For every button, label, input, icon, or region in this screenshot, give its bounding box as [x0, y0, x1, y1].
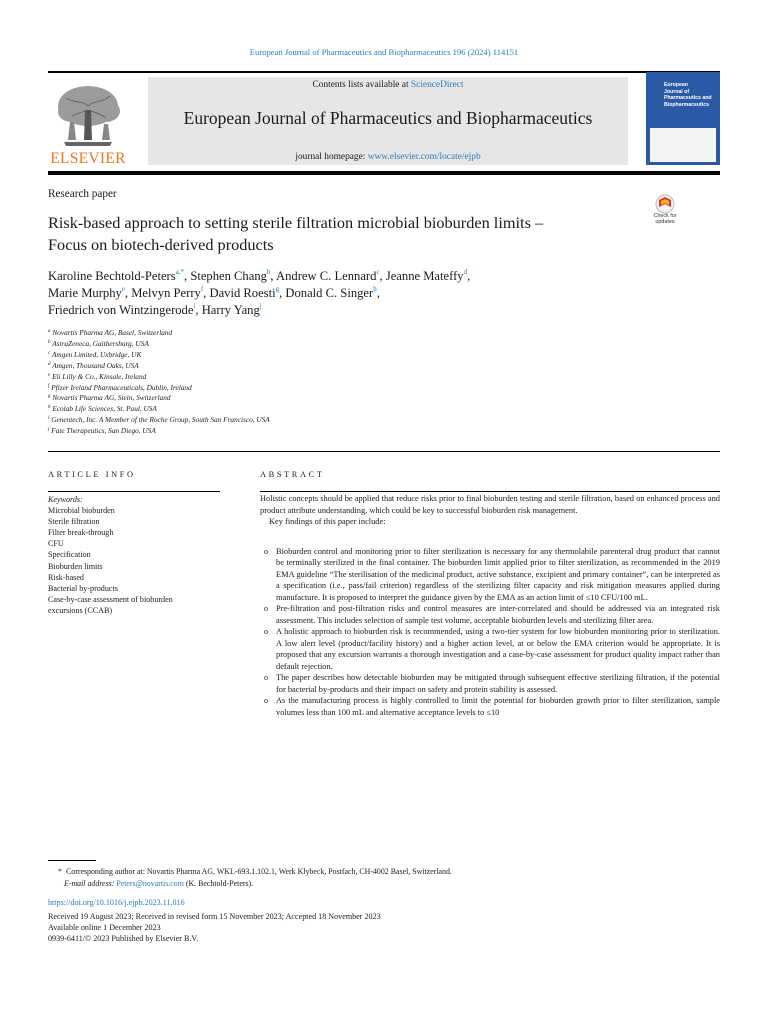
article-info-heading: ARTICLE INFO — [48, 470, 136, 479]
email-label: E-mail address: — [64, 879, 115, 888]
keyword: Specification — [48, 550, 91, 560]
author-affil-marker[interactable]: h — [373, 285, 377, 293]
publication-history — [48, 911, 381, 945]
author-affil-marker[interactable]: e — [121, 285, 125, 293]
findings-intro: Key findings of this paper include: — [269, 517, 386, 526]
findings-list — [260, 546, 720, 719]
homepage-line — [148, 152, 628, 162]
affiliation-item — [48, 372, 448, 383]
author-affil-marker[interactable]: b — [266, 268, 271, 276]
email-note — [48, 878, 720, 890]
affiliation-key: j — [48, 427, 50, 433]
bullet-icon: o — [264, 696, 268, 705]
author-affil-marker[interactable]: i — [193, 302, 196, 310]
author-name[interactable]: Karoline Bechtold-Peters — [48, 269, 176, 283]
journal-cover-lower-panel — [650, 128, 716, 162]
keywords-label: Keywords: — [48, 495, 83, 504]
homepage-prefix: journal homepage: — [295, 152, 368, 162]
author-affil-marker[interactable]: a,* — [175, 268, 185, 276]
author-name[interactable]: Harry Yang — [201, 303, 260, 317]
online-date: Available online 1 December 2023 — [48, 923, 161, 933]
keyword: excursions (CCAB) — [48, 605, 113, 615]
abstract-rule — [260, 491, 720, 492]
running-citation: European Journal of Pharmaceutics and Biopharmaceutics 196 (2024) 114151 — [249, 47, 519, 57]
author-name[interactable]: Donald C. Singer — [285, 286, 374, 300]
affiliation-key: b — [48, 339, 51, 345]
header-top-rule — [48, 71, 720, 73]
author-name[interactable]: Stephen Chang — [190, 269, 267, 283]
affiliation-text: Ecolab Life Sciences, St. Paul, USA — [52, 404, 157, 414]
keywords-block — [48, 494, 220, 616]
affiliation-key: h — [48, 405, 51, 411]
corresponding-author-note — [48, 866, 720, 878]
article-type: Research paper — [48, 188, 117, 200]
affiliation-key: f — [48, 383, 50, 389]
header-bottom-rule — [48, 171, 720, 175]
affiliation-text: Amgen Limited, Uxbridge, UK — [51, 349, 142, 359]
affiliation-text: Novartis Pharma AG, Basel, Switzerland — [52, 328, 173, 337]
abstract-intro: Holistic concepts should be applied that reduce risks prior to final bioburden testing and sterile filtration, based on enhanced process and product attribute understanding, which could be key to successful bioburden risk management. — [260, 494, 720, 515]
affiliation-item — [48, 350, 448, 361]
affiliation-item — [48, 383, 448, 394]
finding-item — [260, 626, 720, 672]
affiliation-text: Novartis Pharma AG, Stein, Switzerland — [52, 393, 171, 403]
homepage-link[interactable]: www.elsevier.com/locate/ejpb — [367, 152, 481, 162]
author-name[interactable]: Marie Murphy — [48, 286, 122, 300]
author-name[interactable]: Friedrich von Wintzingerode — [48, 303, 194, 317]
doi-link[interactable]: https://doi.org/10.1016/j.ejpb.2023.11.016 — [48, 898, 185, 907]
affiliation-item — [48, 339, 448, 350]
badge-line: Check for — [653, 213, 677, 219]
keyword: Filter break-through — [48, 528, 114, 538]
sciencedirect-link[interactable]: ScienceDirect — [410, 80, 464, 90]
affiliation-key: d — [48, 361, 51, 367]
affiliation-key: a — [48, 329, 51, 334]
keyword: Sterile filtration — [48, 517, 100, 527]
affiliation-text: Genentech, Inc. A Member of the Roche Group, South San Francisco, USA — [51, 415, 270, 425]
keyword: Risk-based — [48, 572, 84, 582]
finding-item — [260, 695, 720, 718]
email-suffix: (K. Bechtold-Peters). — [185, 879, 254, 888]
author-affil-marker[interactable]: c — [376, 268, 380, 276]
bullet-icon: o — [264, 673, 268, 682]
author-name[interactable]: Jeanne Mateffy — [385, 269, 464, 283]
affiliation-item — [48, 415, 448, 426]
affiliation-item — [48, 426, 448, 437]
affiliation-key: i — [48, 416, 50, 422]
author-sep: , — [376, 286, 380, 300]
bullet-icon: o — [264, 627, 268, 636]
cover-title-line: European — [664, 82, 688, 88]
affiliation-item — [48, 393, 448, 404]
author-sep: , — [270, 269, 277, 283]
cover-title-line: Biopharmaceutics — [664, 101, 709, 108]
author-name[interactable]: Andrew C. Lennard — [276, 269, 377, 283]
publisher-wordmark: ELSEVIER — [50, 150, 126, 167]
author-line — [48, 268, 688, 285]
finding-item — [260, 672, 720, 695]
affiliation-text: Pfizer Ireland Pharmaceuticals, Dublin, Ireland — [51, 382, 192, 392]
affiliation-key: e — [48, 372, 51, 378]
keyword: Bioburden limits — [48, 561, 103, 571]
keyword: Microbial bioburden — [48, 506, 115, 516]
affiliation-key: g — [48, 394, 51, 400]
copyright: 0939-6411/© 2023 Published by Elsevier B.V. — [48, 934, 199, 944]
author-line — [48, 285, 688, 302]
affiliation-text: Eli Lilly & Co., Kinsale, Ireland — [52, 371, 147, 381]
contents-prefix: Contents lists available at — [312, 80, 411, 90]
finding-item — [260, 546, 720, 604]
author-list — [48, 268, 688, 319]
footnotes — [48, 866, 720, 890]
affiliation-item — [48, 404, 448, 415]
article-title-line: Risk-based approach to setting sterile filtration microbial bioburden limits – — [48, 213, 544, 232]
cover-title-line: Pharmaceutics and — [664, 95, 712, 101]
affiliation-key: c — [48, 350, 51, 356]
author-sep: , — [195, 303, 202, 317]
affiliation-text: AstraZeneca, Gaithersburg, USA — [52, 338, 149, 348]
bullet-icon: o — [264, 546, 268, 556]
finding-text: The paper describes how detectable bioburden may be mitigated through subsequent effective sterilizing filtration, if the potential for bacterial by-products and their impact on safety and protein stability is assessed. — [276, 673, 720, 694]
author-sep: , — [203, 286, 210, 300]
author-sep: , — [124, 286, 132, 300]
keyword: Case-by-case assessment of bioburden — [48, 594, 173, 604]
keyword: Bacterial by-products — [48, 583, 118, 593]
keyword: CFU — [48, 539, 64, 549]
finding-text: A holistic approach to bioburden risk is recommended, using a two-tier system for low bioburden monitoring prior to sterilization. A low alert level (product/facility history) and a higher action level, at or below the EMA criterion would be appropriate. It is proposed that any excursion warrants a thorough investigation and a case-by-case assessment for product quality impact rather than default rejection. — [276, 627, 720, 671]
check-for-updates-label[interactable] — [644, 213, 686, 225]
affiliation-text: Fate Therapeutics, San Diego, USA — [51, 426, 156, 436]
author-name[interactable]: David Roesti — [209, 286, 276, 300]
author-sep: , — [379, 269, 386, 283]
author-affil-marker[interactable]: j — [259, 302, 262, 310]
abstract-body — [260, 493, 720, 718]
journal-title: European Journal of Pharmaceutics and Biopharmaceutics — [183, 108, 593, 128]
cover-title — [664, 82, 720, 108]
finding-item — [260, 603, 720, 626]
contents-line — [148, 80, 628, 90]
affiliation-list — [48, 328, 448, 437]
email-link[interactable]: Peters@novartis.com — [116, 879, 184, 888]
author-affil-marker[interactable]: d — [463, 268, 468, 276]
abstract-heading: ABSTRACT — [260, 470, 325, 479]
author-line — [48, 302, 688, 319]
finding-text: As the manufacturing process is highly controlled to limit the potential for bioburden growth prior to filter sterilization, sample volumes less than 100 mL and alternative acceptance levels to ≤10 — [276, 696, 720, 717]
corresponding-text: Corresponding author at: Novartis Pharma AG, WKL-693.1.102.1, Werk Klybeck, Postfach, CH-4002 Basel, Switzerland. — [66, 867, 452, 876]
finding-text: Pre-filtration and post-filtration risks and control measures are inter-correlated and should be addressed via an integrated risk assessment. This includes selection of sample test volume, acceptable bioburden levels and sterilizing filter area. — [276, 604, 720, 625]
section-divider — [48, 451, 720, 452]
received-dates: Received 19 August 2023; Received in revised form 15 November 2023; Accepted 18 November 2023 — [48, 912, 381, 921]
author-sep: , — [184, 269, 191, 283]
affiliation-item — [48, 328, 448, 339]
author-affil-marker[interactable]: f — [200, 285, 204, 293]
bullet-icon: o — [264, 604, 268, 613]
finding-text: Bioburden control and monitoring prior to filter sterilization is necessary for any thermolabile parenteral drug product that cannot be terminally sterilized in the final container. The bioburden limit applied prior to filter sterilization, as recommended in the 2019 EMA guideline “The sterilisation of the medicinal product, active substance, excipient and primary container”, can be interpreted as a specification (i.e., pass/fail criterion) regardless of the sterilizing filter capacity and risk mitigation measures applied during manufacture. It is proposed to interpret the guidance given by the EMA as an action limit of ≤10 CFU/100 mL. — [276, 546, 720, 602]
footnote-rule — [48, 860, 96, 861]
author-sep: , — [467, 269, 471, 283]
cover-title-line: Journal of — [664, 88, 690, 95]
footnote-star: * — [58, 867, 62, 876]
affiliation-text: Amgen, Thousand Oaks, USA — [52, 360, 139, 370]
author-name[interactable]: Melvyn Perry — [131, 286, 201, 300]
article-title-line: Focus on biotech-derived products — [48, 234, 274, 254]
author-affil-marker[interactable]: g — [275, 285, 280, 293]
affiliation-item — [48, 361, 448, 372]
badge-line: updates — [655, 219, 675, 225]
article-info-rule — [48, 491, 220, 492]
article-title — [48, 212, 648, 255]
author-sep: , — [279, 286, 286, 300]
